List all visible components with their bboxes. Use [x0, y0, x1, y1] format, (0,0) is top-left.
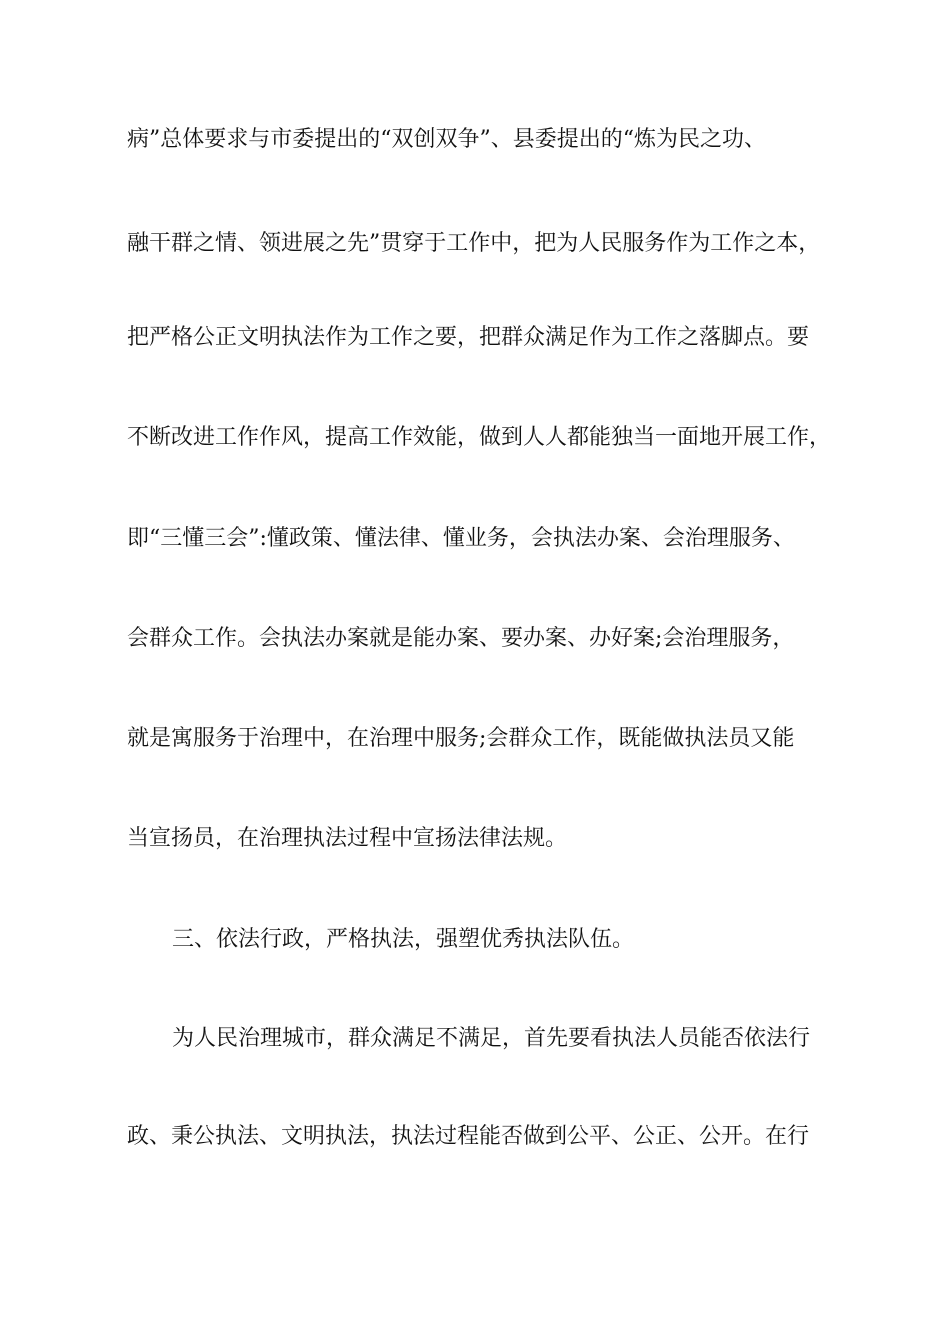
- text-line-3: 把严格公正文明执法作为工作之要，把群众满足作为工作之落脚点。要: [127, 325, 810, 350]
- text-line-7: 就是寓服务于治理中，在治理中服务;会群众工作，既能做执法员又能: [127, 726, 795, 751]
- section-heading: 三、依法行政，严格执法，强塑优秀执法队伍。: [172, 927, 635, 952]
- text-line-11: 政、秉公执法、文明执法，执法过程能否做到公平、公正、公开。在行: [127, 1124, 810, 1149]
- text-line-10: 为人民治理城市，群众满足不满足，首先要看执法人员能否依法行: [172, 1026, 811, 1051]
- text-line-4: 不断改进工作作风，提高工作效能，做到人人都能独当一面地开展工作，: [127, 425, 832, 450]
- text-line-6: 会群众工作。会执法办案就是能办案、要办案、办好案;会治理服务，: [127, 626, 795, 651]
- text-line-8: 当宣扬员，在治理执法过程中宣扬法律法规。: [127, 826, 568, 851]
- text-line-1: 病”总体要求与市委提出的“双创双争”、县委提出的“炼为民之功、: [127, 127, 766, 152]
- text-line-2: 融干群之情、领进展之先”贯穿于工作中，把为人民服务作为工作之本，: [127, 231, 821, 256]
- text-line-5: 即“三懂三会”:懂政策、懂法律、懂业务，会执法办案、会治理服务、: [127, 526, 795, 551]
